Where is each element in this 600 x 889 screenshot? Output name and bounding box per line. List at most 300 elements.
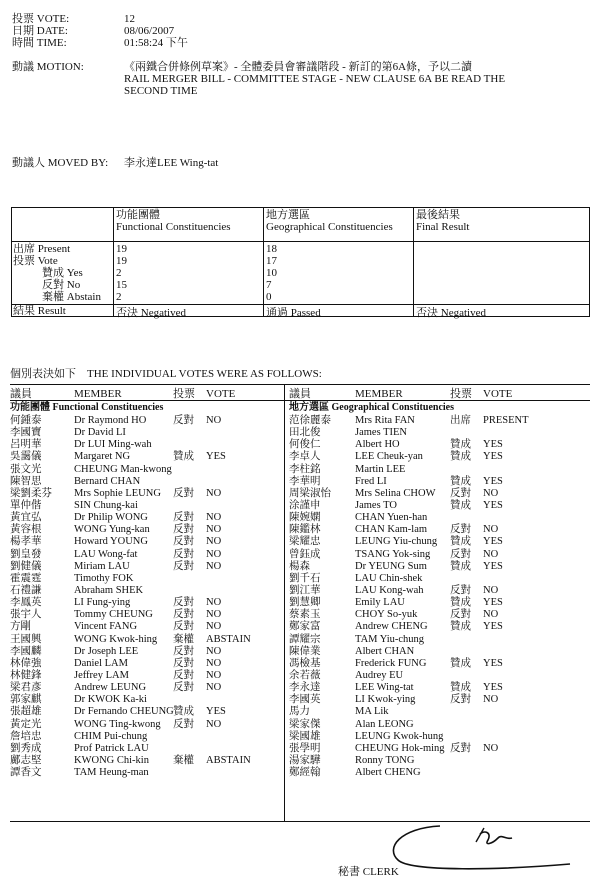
member-name-en: CHOY So-yuk [355,609,418,621]
member-name-en: MA Lik [355,706,389,718]
member-vote-en: NO [206,682,222,694]
summary-label-no: 反對 No [42,279,81,291]
member-vote-zh: 贊成 [450,560,471,572]
member-vote-en: NO [483,609,499,621]
member-name-en: Audrey EU [355,669,404,681]
col-head-vote-en: VOTE [483,388,513,400]
summary-divider [113,208,114,316]
member-name-zh: 李柱銘 [289,463,321,475]
summary-fc-no: 15 [116,279,127,291]
member-vote-en: NO [483,548,499,560]
member-vote-zh: 反對 [450,548,471,560]
motion-title-en: RAIL MERGER BILL - COMMITTEE STAGE - NEW CLAUSE 6A BE READ THE SECOND TIME [124,73,506,97]
member-name-zh: 鄺志堅 [10,754,42,766]
member-name-zh: 李國寶 [10,427,42,439]
member-name-en: Dr YEUNG Sum [355,560,427,572]
member-row [285,415,590,427]
member-name-en: LI Kwok-ying [355,694,416,706]
member-vote-en: YES [483,682,503,694]
member-vote-zh: 贊成 [450,597,471,609]
member-name-en: Dr Joseph LEE [74,645,139,657]
member-vote-zh: 贊成 [450,621,471,633]
summary-fc-result: 否決 Negatived [116,307,186,319]
date-label: 日期 DATE: [12,25,68,37]
summary-head-final [416,209,469,233]
summary-label-vote: 投票 Vote [13,255,58,267]
member-vote-zh: 反對 [173,487,194,499]
member-row [285,621,590,633]
clerk-label: 秘書 CLERK [338,866,399,878]
member-name-en: CHAN Kam-lam [355,524,428,536]
member-name-en: Martin LEE [355,463,406,475]
member-vote-en: NO [483,487,499,499]
member-name-en: Ronny TONG [355,754,415,766]
member-name-zh: 陳偉業 [289,645,321,657]
date-value: 08/06/2007 [124,25,175,37]
summary-label-result: 結果 Result [13,305,66,317]
member-row [10,670,284,682]
member-name-zh: 林健鋒 [10,669,42,681]
member-name-zh: 霍震霆 [10,572,42,584]
member-row [285,719,590,731]
fc-section-title: 功能團體 Functional Constituencies [10,402,164,413]
member-row [285,427,590,439]
member-name-zh: 呂明華 [10,439,42,451]
member-vote-en: NO [206,524,222,536]
member-vote-en: NO [483,694,499,706]
member-name-en: Albert CHAN [355,645,415,657]
member-name-zh: 湯家驊 [289,754,321,766]
member-name-en: Dr LUI Ming-wah [74,439,152,451]
member-name-en: LAU Kong-wah [355,584,424,596]
member-vote-en: NO [206,536,222,548]
summary-label-yes: 贊成 Yes [42,267,83,279]
member-vote-en: NO [206,560,222,572]
votes-heading-en: THE INDIVIDUAL VOTES WERE AS FOLLOWS: [87,368,322,380]
member-name-en: Margaret NG [74,451,131,463]
member-name-en: Dr Raymond HO [74,415,147,426]
member-vote-en: NO [483,524,499,536]
member-name-zh: 李卓人 [289,451,321,463]
member-name-en: Daniel LAM [74,657,128,669]
col-head-vote-zh: 投票 [173,388,195,400]
summary-gc-result: 通過 Passed [266,307,321,319]
member-row [10,682,284,694]
member-row [285,743,590,755]
member-name-en: James TO [355,499,397,511]
member-vote-zh: 反對 [450,524,471,536]
member-row [285,694,590,706]
member-name-zh: 詹培忠 [10,730,42,742]
member-row [10,767,284,779]
member-name-zh: 梁國雄 [289,730,321,742]
member-name-zh: 劉江華 [289,584,321,596]
member-name-zh: 曾鈺成 [289,548,321,560]
col-head-member-zh: 議員 [10,388,32,400]
member-name-zh: 黃容根 [10,524,42,536]
member-vote-en: NO [206,487,222,499]
member-name-zh: 周梁淑怡 [289,487,331,499]
member-row [285,561,590,573]
mover-row [12,157,218,169]
member-vote-en: YES [483,560,503,572]
summary-fc-vote: 19 [116,255,127,267]
member-row [10,694,284,706]
member-name-zh: 李鳳英 [10,597,42,609]
member-name-en: CHIM Pui-chung [74,730,148,742]
summary-head-fc [116,209,231,233]
member-vote-en: YES [483,597,503,609]
member-vote-zh: 反對 [173,682,194,694]
member-row [285,524,590,536]
member-vote-zh: 反對 [173,560,194,572]
member-row [10,464,284,476]
member-vote-en: NO [206,597,222,609]
member-vote-zh: 贊成 [173,706,194,718]
member-row [10,415,284,427]
summary-head-gc-en: Geographical Constituencies [266,221,393,233]
member-vote-zh: 反對 [173,415,194,426]
member-name-zh: 何鍾泰 [10,415,42,426]
member-name-zh: 馮檢基 [289,657,321,669]
member-row [10,500,284,512]
member-name-en: LEUNG Yiu-chung [355,536,438,548]
member-vote-zh: 贊成 [450,499,471,511]
member-row [10,476,284,488]
member-name-en: WONG Ting-kwong [74,718,161,730]
member-row [10,451,284,463]
member-vote-en: NO [206,609,222,621]
member-vote-zh: 贊成 [450,536,471,548]
summary-gc-abstain: 0 [266,291,272,303]
col-head-vote-zh: 投票 [450,388,472,400]
member-row [10,439,284,451]
member-name-zh: 郭家麒 [10,694,42,706]
member-vote-zh: 反對 [173,621,194,633]
member-vote-en: NO [483,584,499,596]
member-name-zh: 單仲偕 [10,499,42,511]
member-name-en: Abraham SHEK [74,584,144,596]
member-name-zh: 楊孝華 [10,536,42,548]
member-name-zh: 李永達 [289,682,321,694]
member-name-en: LAU Wong-fat [74,548,138,560]
member-row [285,646,590,658]
member-name-en: Fred LI [355,475,387,487]
gc-member-list [285,415,590,779]
summary-head-final-en: Final Result [416,221,470,233]
member-row [285,512,590,524]
member-row [10,536,284,548]
member-row [285,670,590,682]
summary-result-rule [12,304,589,305]
member-row [285,536,590,548]
member-vote-zh: 反對 [173,524,194,536]
member-name-zh: 鄭家富 [289,621,321,633]
member-vote-en: YES [483,657,503,669]
summary-gc-vote: 17 [266,255,277,267]
member-row [285,755,590,767]
member-row [10,524,284,536]
member-name-en: WONG Kwok-hing [74,633,158,645]
summary-head-fc-zh: 功能團體 [116,209,160,221]
member-vote-en: PRESENT [483,415,529,426]
summary-gc-yes: 10 [266,267,277,279]
member-row [10,646,284,658]
column-top-rule [285,384,590,385]
member-row [10,731,284,743]
member-name-zh: 張學明 [289,742,321,754]
member-vote-zh: 贊成 [450,682,471,694]
summary-header-rule [12,241,589,242]
member-name-en: LEE Wing-tat [355,682,414,694]
member-name-zh: 李華明 [289,475,321,487]
member-vote-en: YES [483,451,503,463]
member-name-zh: 劉慧卿 [289,597,321,609]
member-vote-zh: 反對 [173,597,194,609]
member-row [285,682,590,694]
member-name-zh: 陳智思 [10,475,42,487]
member-name-en: Dr David LI [74,427,126,439]
member-name-zh: 何俊仁 [289,439,321,451]
member-vote-zh: 棄權 [173,633,194,645]
member-name-zh: 張超雄 [10,706,42,718]
member-vote-en: YES [206,451,226,463]
column-top-rule [10,384,284,385]
member-vote-en: NO [206,548,222,560]
member-row [285,658,590,670]
member-name-en: LI Fung-ying [74,597,131,609]
summary-table [11,207,590,317]
member-row [285,609,590,621]
member-name-en: Andrew CHENG [355,621,428,633]
vote-number-row [12,13,135,25]
member-name-en: Mrs Sophie LEUNG [74,487,161,499]
col-head-member-zh: 議員 [289,388,311,400]
member-vote-en: NO [206,645,222,657]
member-row [10,597,284,609]
motion-text [124,61,524,97]
member-name-en: CHAN Yuen-han [355,512,428,524]
member-name-zh: 楊森 [289,560,310,572]
member-vote-en: NO [206,621,222,633]
member-name-zh: 林偉強 [10,657,42,669]
member-vote-en: YES [483,621,503,633]
member-name-en: James TIEN [355,427,408,439]
summary-head-gc-zh: 地方選區 [266,209,310,221]
member-name-en: Dr Philip WONG [74,512,148,524]
member-name-zh: 黃定光 [10,718,42,730]
member-name-en: Emily LAU [355,597,405,609]
member-name-en: LEUNG Kwok-hung [355,730,444,742]
member-vote-zh: 反對 [173,609,194,621]
member-vote-zh: 反對 [450,584,471,596]
vote-number-label: 投票 VOTE: [12,13,70,25]
member-name-zh: 陳鑑林 [289,524,321,536]
summary-fc-present: 19 [116,243,127,255]
member-vote-zh: 反對 [450,742,471,754]
member-name-zh: 張文光 [10,463,42,475]
member-name-en: Vincent FANG [74,621,138,633]
member-vote-zh: 反對 [173,548,194,560]
member-name-zh: 譚香文 [10,767,42,779]
member-vote-en: NO [206,512,222,524]
member-vote-zh: 反對 [173,657,194,669]
member-row [10,512,284,524]
member-row [285,476,590,488]
summary-label-abstain: 棄權 Abstain [42,291,101,303]
column-head-rule [10,400,284,401]
member-vote-zh: 反對 [173,718,194,730]
member-name-zh: 王國興 [10,633,42,645]
time-label: 時間 TIME: [12,37,67,49]
member-row [10,561,284,573]
member-row [285,439,590,451]
member-row [10,621,284,633]
gc-section-title: 地方選區 Geographical Constituencies [289,402,454,413]
member-row [10,427,284,439]
member-name-en: Alan LEONG [355,718,414,730]
member-vote-zh: 棄權 [173,754,194,766]
member-row [10,755,284,767]
member-name-en: Bernard CHAN [74,475,141,487]
member-vote-zh: 反對 [173,512,194,524]
member-row [10,609,284,621]
member-row [285,549,590,561]
member-row [10,549,284,561]
member-name-en: Dr Fernando CHEUNG [74,706,174,718]
member-name-zh: 梁劉柔芬 [10,487,52,499]
summary-gc-present: 18 [266,243,277,255]
member-name-zh: 吳靄儀 [10,451,42,463]
member-name-en: Andrew LEUNG [74,682,147,694]
member-vote-en: NO [483,742,499,754]
member-row [10,719,284,731]
col-head-member-en: MEMBER [74,388,122,400]
member-name-en: KWONG Chi-kin [74,754,149,766]
member-row [285,706,590,718]
member-name-zh: 李國麟 [10,645,42,657]
member-row [10,743,284,755]
member-name-zh: 梁君彥 [10,682,42,694]
motion-label: 動議 MOTION: [12,61,84,73]
member-row [285,488,590,500]
member-name-en: Prof Patrick LAU [74,742,149,754]
member-row [285,597,590,609]
motion-title-zh: 《兩鐵合併條例草案》- 全體委員會審議階段 - 新訂的第6A條，予以二讀 [124,61,473,73]
vote-number-value: 12 [124,13,135,25]
summary-fc-abstain: 2 [116,291,122,303]
member-vote-zh: 出席 [450,415,471,426]
member-row [10,634,284,646]
member-row [285,731,590,743]
time-value: 01:58:24 下午 [124,37,188,49]
member-vote-en: ABSTAIN [206,754,251,766]
member-vote-zh: 反對 [450,609,471,621]
member-name-zh: 石禮謙 [10,584,42,596]
member-name-zh: 馬力 [289,706,310,718]
member-name-en: Frederick FUNG [355,657,427,669]
member-name-en: TAM Yiu-chung [355,633,425,645]
member-name-en: Mrs Rita FAN [355,415,415,426]
member-name-zh: 劉皇發 [10,548,42,560]
member-name-zh: 余若薇 [289,669,321,681]
summary-divider [413,208,414,316]
member-row [285,634,590,646]
summary-head-fc-en: Functional Constituencies [116,221,231,233]
member-vote-zh: 反對 [173,669,194,681]
member-vote-zh: 贊成 [173,451,194,463]
member-name-zh: 劉秀成 [10,742,42,754]
member-name-zh: 涂謹申 [289,499,321,511]
clerk-signature [380,820,580,880]
member-row [285,500,590,512]
member-name-zh: 黃宜弘 [10,512,42,524]
member-name-en: CHEUNG Hok-ming [355,742,445,754]
fc-member-list [10,415,284,779]
member-name-en: Tommy CHEUNG [74,609,153,621]
member-name-en: SIN Chung-kai [74,499,138,511]
member-name-en: LEE Cheuk-yan [355,451,423,463]
votes-heading [10,368,322,380]
member-name-zh: 鄭經翰 [289,767,321,779]
time-row [12,37,188,49]
member-vote-zh: 贊成 [450,439,471,451]
member-row [10,706,284,718]
col-head-member-en: MEMBER [355,388,403,400]
member-row [285,573,590,585]
member-name-en: Albert CHENG [355,767,421,779]
member-name-en: WONG Yung-kan [74,524,150,536]
summary-gc-no: 7 [266,279,272,291]
member-vote-en: NO [206,415,222,426]
member-name-en: CHEUNG Man-kwong [74,463,172,475]
column-head-rule [285,400,590,401]
member-name-zh: 劉健儀 [10,560,42,572]
member-name-zh: 劉千石 [289,572,321,584]
member-name-en: Howard YOUNG [74,536,148,548]
member-name-en: Albert HO [355,439,400,451]
member-name-en: Jeffrey LAM [74,669,129,681]
member-name-en: TSANG Yok-sing [355,548,431,560]
member-name-zh: 譚耀宗 [289,633,321,645]
member-name-zh: 梁耀忠 [289,536,321,548]
member-vote-en: YES [483,439,503,451]
member-vote-en: YES [483,499,503,511]
member-row [285,451,590,463]
date-row [12,25,174,37]
member-row [10,658,284,670]
member-vote-en: YES [206,706,226,718]
member-vote-zh: 反對 [173,536,194,548]
member-name-zh: 梁家傑 [289,718,321,730]
member-row [10,585,284,597]
col-head-vote-en: VOTE [206,388,236,400]
mover-label: 動議人 MOVED BY: [12,157,109,169]
member-name-en: Timothy FOK [74,572,134,584]
summary-fc-yes: 2 [116,267,122,279]
member-name-zh: 陳婉嫻 [289,512,321,524]
member-row [285,585,590,597]
member-name-zh: 蔡素玉 [289,609,321,621]
member-name-zh: 范徐麗泰 [289,415,331,426]
member-vote-zh: 反對 [173,645,194,657]
member-row [10,573,284,585]
member-vote-zh: 反對 [450,694,471,706]
member-vote-zh: 反對 [450,487,471,499]
summary-final-result: 否決 Negatived [416,307,486,319]
mover-name: 李永達LEE Wing-tat [124,157,219,169]
member-name-en: Dr KWOK Ka-ki [74,694,147,706]
